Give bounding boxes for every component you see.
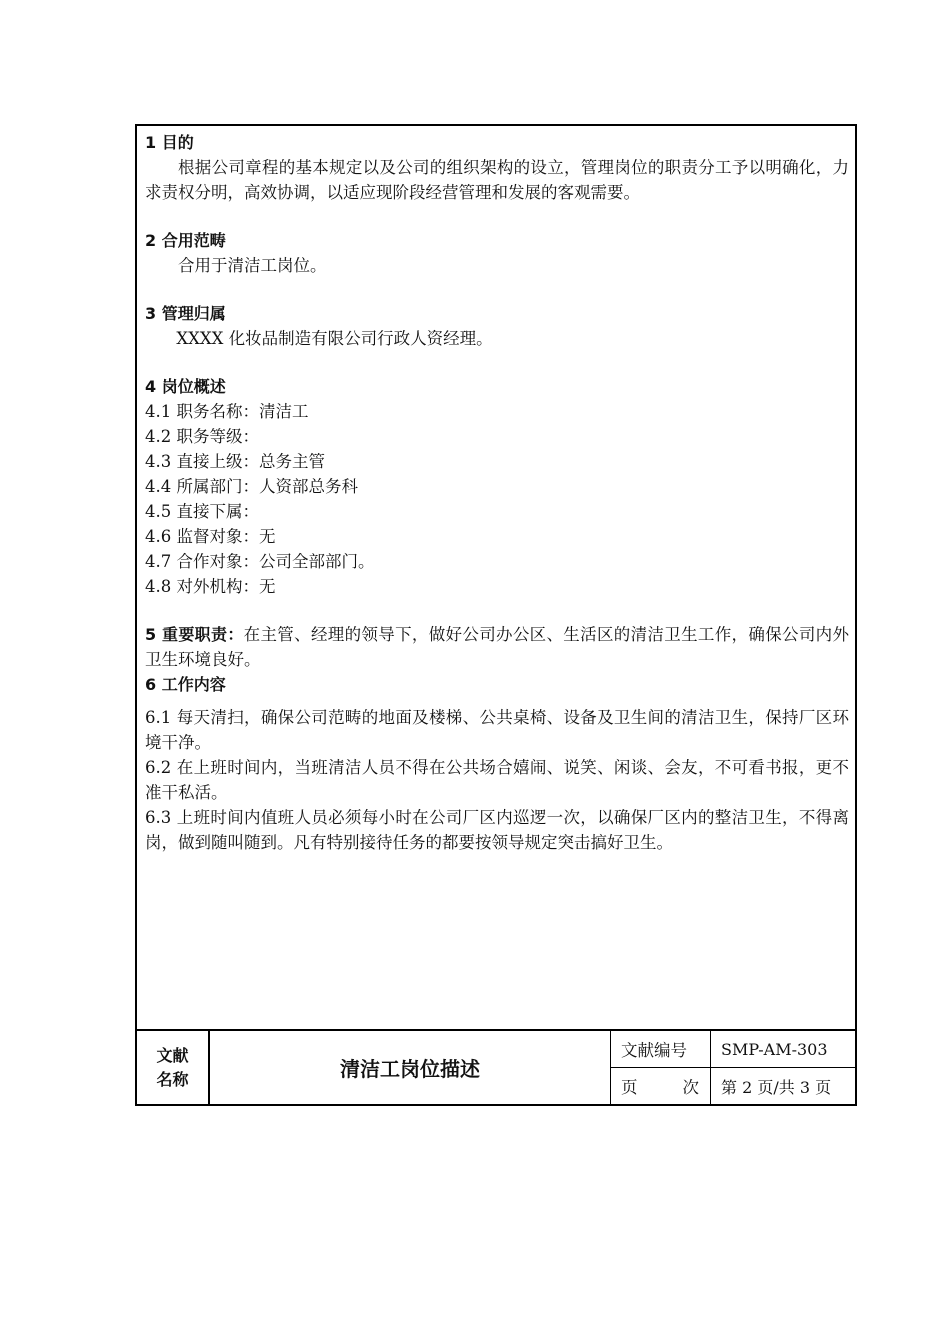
- section-6-item: 6.1 每天清扫，确保公司范畴的地面及楼梯、公共桌椅、设备及卫生间的清洁卫生，保持厂区环境干净。: [145, 708, 849, 752]
- doc-code-value: SMP-AM-303: [721, 1039, 828, 1059]
- section-3-text: XXXX 化妆品制造有限公司行政人资经理。: [176, 329, 493, 348]
- page-label-1: 页: [621, 1078, 638, 1097]
- document-frame: [135, 124, 857, 1106]
- section-4-item: 4.4 所属部门：人资部总务科: [145, 477, 358, 496]
- section-4-item: 4.2 职务等级：: [145, 427, 259, 446]
- section-4-item: 4.6 监督对象：无: [145, 527, 276, 546]
- section-1-text: 根据公司章程的基本规定以及公司的组织架构的设立，管理岗位的职责分工予以明确化，力求责权分明，高效协调，以适应现阶段经营管理和发展的客观需要。: [145, 158, 849, 202]
- document-footer: [137, 1029, 855, 1104]
- section-1-title: 1 目的: [145, 133, 194, 152]
- section-4-item: 4.5 直接下属：: [145, 502, 259, 521]
- section-4-item: 4.7 合作对象：公司全部部门。: [145, 552, 375, 571]
- page-row: [611, 1068, 855, 1104]
- section-3-title: 3 管理归属: [145, 304, 226, 323]
- section-2-title: 2 合用范畴: [145, 231, 226, 250]
- section-4-item: 4.1 职务名称：清洁工: [145, 402, 309, 421]
- doc-code-label: 文献编号: [611, 1031, 711, 1067]
- doc-code-row: [611, 1031, 855, 1068]
- page-label: [611, 1068, 711, 1104]
- doc-name-label: [137, 1031, 210, 1104]
- section-6-item: 6.2 在上班时间内，当班清洁人员不得在公共场合嬉闹、说笑、闲谈、会友，不可看书报，更不准干私活。: [145, 758, 849, 802]
- doc-name-label-line1: 文献: [156, 1045, 189, 1065]
- section-4-item: 4.8 对外机构：无: [145, 577, 276, 596]
- section-6-title: 6 工作内容: [145, 675, 226, 694]
- section-4-title: 4 岗位概述: [145, 377, 226, 396]
- page-label-2: 次: [682, 1078, 699, 1097]
- page-value: 第 2 页/共 3 页: [721, 1077, 832, 1097]
- doc-name-label-line2: 名称: [156, 1069, 189, 1089]
- section-5-title: 5 重要职责：: [145, 625, 244, 644]
- section-5: [145, 622, 849, 672]
- document-body: [145, 130, 849, 855]
- section-6-item: 6.3 上班时间内值班人员必须每小时在公司厂区内巡逻一次，以确保厂区内的整洁卫生，不得离岗，做到随叫随到。凡有特别接待任务的都要按领导规定突击搞好卫生。: [145, 808, 849, 852]
- section-4-item: 4.3 直接上级：总务主管: [145, 452, 325, 471]
- section-2-text: 合用于清洁工岗位。: [178, 256, 327, 275]
- doc-info-grid: [610, 1031, 855, 1104]
- doc-title: 清洁工岗位描述: [340, 1057, 480, 1081]
- section-5-text: 在主管、经理的领导下，做好公司办公区、生活区的清洁卫生工作，确保公司内外卫生环境良好。: [145, 625, 849, 669]
